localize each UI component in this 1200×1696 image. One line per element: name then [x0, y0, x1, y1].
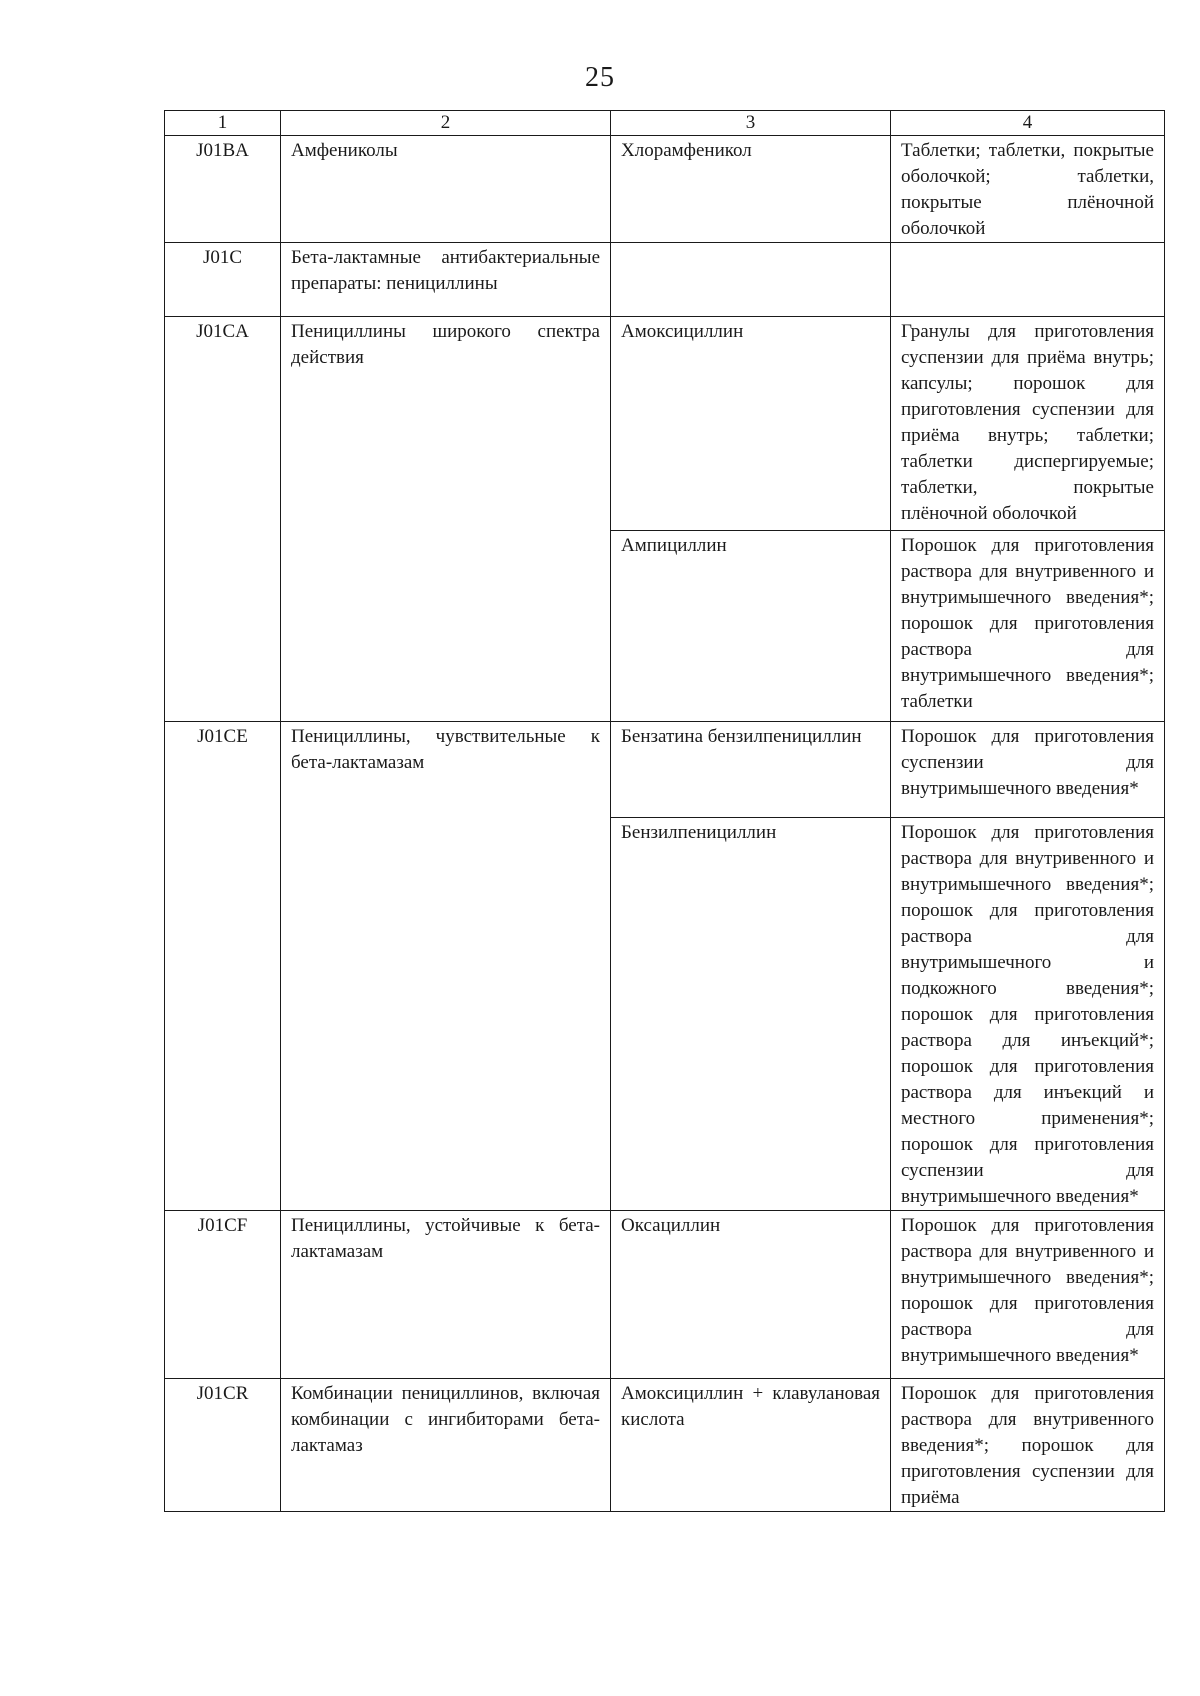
column-header: 1: [165, 111, 281, 136]
atc-group: Пенициллины, устойчивые к бета-лактамазам: [281, 1211, 611, 1379]
atc-code: J01CA: [165, 317, 281, 722]
dosage-forms: Порошок для приготовления раствора для внутривенного и внутримышечного введения*; порошок для приготовления раствора для внутримышечного введения*: [891, 1211, 1165, 1379]
atc-code: J01CR: [165, 1379, 281, 1512]
atc-code: J01CE: [165, 722, 281, 1211]
table-row: [165, 243, 1165, 317]
atc-group: Амфениколы: [281, 136, 611, 243]
drug-name: Ампициллин: [611, 531, 891, 722]
header-row: [165, 111, 1165, 136]
atc-group: Бета-лактамные антибактериальные препараты: пенициллины: [281, 243, 611, 317]
dosage-forms: Таблетки; таблетки, покрытые оболочкой; таблетки, покрытые плёночной оболочкой: [891, 136, 1165, 243]
table-row: [165, 1379, 1165, 1512]
table-row: [165, 1211, 1165, 1379]
dosage-forms: [891, 243, 1165, 317]
drug-name: Амоксициллин: [611, 317, 891, 531]
dosage-forms: Порошок для приготовления раствора для внутривенного и внутримышечного введения*; порошок для приготовления раствора для внутримышечного введения*; таблетки: [891, 531, 1165, 722]
atc-group: Комбинации пенициллинов, включая комбинации с ингибиторами бета-лактамаз: [281, 1379, 611, 1512]
dosage-forms: Порошок для приготовления раствора для внутривенного введения*; порошок для приготовления суспензии для приёма: [891, 1379, 1165, 1512]
column-header: 2: [281, 111, 611, 136]
drug-table: [164, 110, 1165, 1512]
column-header: 3: [611, 111, 891, 136]
atc-code: J01C: [165, 243, 281, 317]
atc-group: Пенициллины широкого спектра действия: [281, 317, 611, 722]
dosage-forms: Порошок для приготовления суспензии для внутримышечного введения*: [891, 722, 1165, 818]
atc-code: J01CF: [165, 1211, 281, 1379]
dosage-forms: Порошок для приготовления раствора для внутривенного и внутримышечного введения*; порошок для приготовления раствора для внутримышечного и подкожного введения*; порошок для приготовления раствора для инъекций*; порошок для приготовления раствора для инъекций и местного применения*; порошок для приготовления суспензии для внутримышечного введения*: [891, 818, 1165, 1211]
atc-code: J01BA: [165, 136, 281, 243]
drug-name: Бензатина бензилпенициллин: [611, 722, 891, 818]
dosage-forms: Гранулы для приготовления суспензии для приёма внутрь; капсулы; порошок для приготовления суспензии для приёма внутрь; таблетки; таблетки диспергируемые; таблетки, покрытые плёночной оболочкой: [891, 317, 1165, 531]
table-row: [165, 136, 1165, 243]
table-row: [165, 722, 1165, 818]
drug-name: Амоксициллин + клавулановая кислота: [611, 1379, 891, 1512]
drug-name: [611, 243, 891, 317]
drug-name: Бензилпенициллин: [611, 818, 891, 1211]
drug-name: Оксациллин: [611, 1211, 891, 1379]
table-row: [165, 317, 1165, 531]
column-header: 4: [891, 111, 1165, 136]
atc-group: Пенициллины, чувствительные к бета-лактамазам: [281, 722, 611, 1211]
page-number: 25: [585, 62, 615, 93]
drug-name: Хлорамфеникол: [611, 136, 891, 243]
